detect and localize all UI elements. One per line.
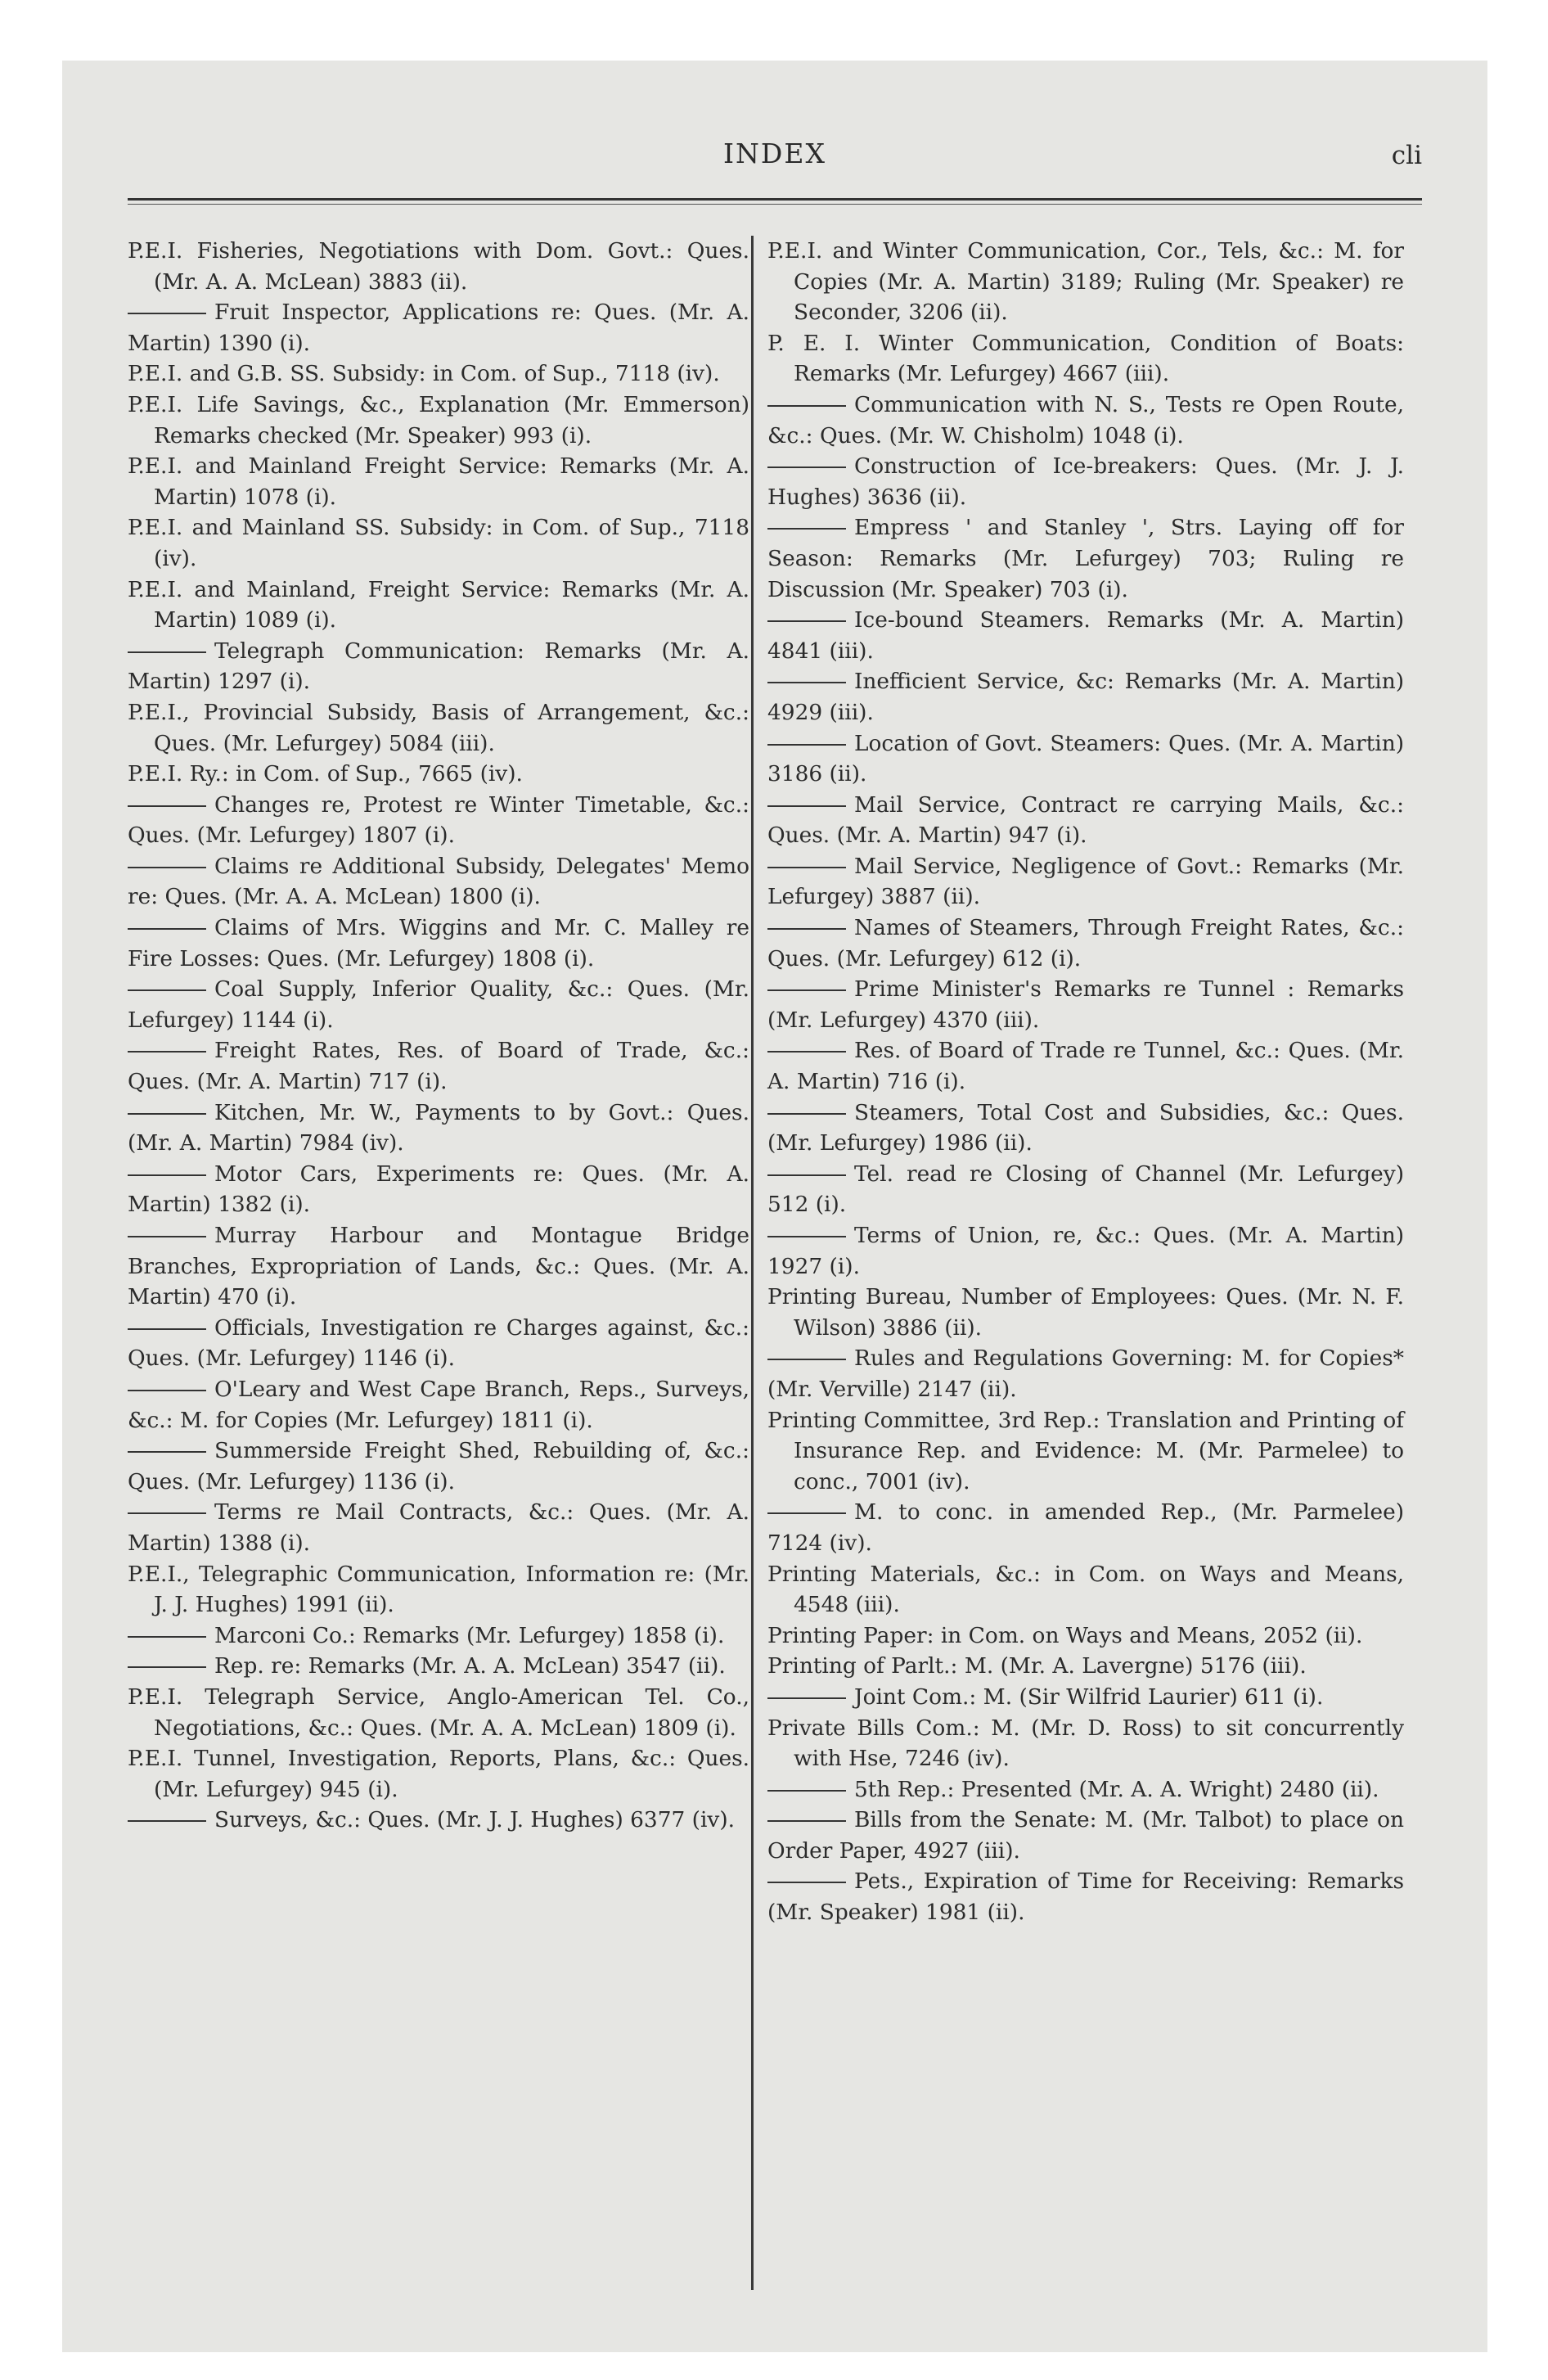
ditto-dash [128, 1820, 206, 1822]
ditto-dash [767, 1820, 846, 1822]
ditto-dash [767, 1697, 846, 1699]
index-subentry [128, 1159, 749, 1220]
index-subentry [767, 851, 1404, 913]
ditto-dash [767, 744, 846, 746]
ditto-dash [128, 989, 206, 991]
entry-text: Freight Rates, Res. of Board of Trade, &c.: Ques. (Mr. A. Martin) 717 (i). [128, 1038, 749, 1095]
page-title: INDEX [723, 137, 826, 169]
ditto-dash [128, 1328, 206, 1330]
entry-text: Claims of Mrs. Wiggins and Mr. C. Malley re Fire Losses: Ques. (Mr. Lefurgey) 1808 (i). [128, 915, 749, 971]
entry-text: Private Bills Com.: M. (Mr. D. Ross) to sit concurrently with Hse, 7246 (iv). [767, 1715, 1404, 1772]
entry-text: Rep. re: Remarks (Mr. A. A. McLean) 3547 (ii). [214, 1653, 726, 1679]
index-column-right [767, 236, 1404, 1928]
index-subentry [128, 1805, 749, 1836]
index-subentry [767, 1497, 1404, 1558]
entry-text: P.E.I. and Mainland Freight Service: Remarks (Mr. A. Martin) 1078 (i). [128, 453, 749, 510]
entry-text: Names of Steamers, Through Freight Rates, &c.: Ques. (Mr. Lefurgey) 612 (i). [767, 915, 1404, 971]
index-subentry [128, 913, 749, 974]
ditto-dash [128, 651, 206, 653]
index-subentry [767, 666, 1404, 728]
ditto-dash [128, 928, 206, 930]
ditto-dash [128, 1236, 206, 1237]
ditto-dash [128, 805, 206, 807]
entry-text: Location of Govt. Steamers: Ques. (Mr. A. Martin) 3186 (ii). [767, 730, 1404, 787]
ditto-dash [767, 682, 846, 683]
ditto-dash [767, 1051, 846, 1053]
index-entry [767, 1620, 1404, 1652]
entry-text: P.E.I. Telegraph Service, Anglo-American Tel. Co., Negotiations, &c.: Ques. (Mr. A. A. McLean) 1809 (i). [128, 1684, 749, 1741]
entry-text: P.E.I. and Winter Communication, Cor., Tels, &c.: M. for Copies (Mr. A. Martin) 3189; Ruling (Mr. Speaker) re Seconder, 3206 (ii). [767, 238, 1404, 326]
entry-text: O'Leary and West Cape Branch, Reps., Surveys, &c.: M. for Copies (Mr. Lefurgey) 1811 (i). [128, 1376, 749, 1433]
ditto-dash [767, 867, 846, 868]
index-subentry [767, 1774, 1404, 1805]
entry-text: Bills from the Senate: M. (Mr. Talbot) to place on Order Paper, 4927 (iii). [767, 1807, 1404, 1864]
entry-text: Summerside Freight Shed, Rebuilding of, &c.: Ques. (Mr. Lefurgey) 1136 (i). [128, 1438, 749, 1494]
entry-text: Murray Harbour and Montague Bridge Branches, Expropriation of Lands, &c.: Ques. (Mr. A. Martin) 470 (i). [128, 1223, 749, 1310]
index-subentry [128, 636, 749, 697]
index-subentry [128, 1620, 749, 1652]
ditto-dash [767, 1790, 846, 1792]
index-entry [767, 1405, 1404, 1498]
ditto-dash [128, 1666, 206, 1668]
entry-text: Telegraph Communication: Remarks (Mr. A. Martin) 1297 (i). [128, 638, 749, 695]
ditto-dash [128, 867, 206, 868]
index-subentry [128, 1220, 749, 1313]
index-subentry [767, 1682, 1404, 1713]
index-entry [128, 236, 749, 297]
index-subentry [767, 390, 1404, 451]
running-head [128, 137, 1422, 178]
entry-text: Res. of Board of Trade re Tunnel, &c.: Ques. (Mr. A. Martin) 716 (i). [767, 1038, 1404, 1095]
entry-text: 5th Rep.: Presented (Mr. A. A. Wright) 2480 (ii). [854, 1776, 1379, 1802]
entry-text: Printing of Parlt.: M. (Mr. A. Lavergne) 5176 (iii). [767, 1653, 1307, 1679]
ditto-dash [128, 1113, 206, 1115]
entry-text: Coal Supply, Inferior Quality, &c.: Ques. (Mr. Lefurgey) 1144 (i). [128, 976, 749, 1033]
index-subentry [767, 913, 1404, 974]
entry-text: P.E.I., Provincial Subsidy, Basis of Arrangement, &c.: Ques. (Mr. Lefurgey) 5084 (iii). [128, 699, 749, 756]
index-subentry [128, 790, 749, 851]
index-subentry [767, 1159, 1404, 1220]
index-entry [128, 512, 749, 574]
index-subentry [767, 1098, 1404, 1159]
index-entry [767, 1713, 1404, 1774]
index-subentry [128, 1098, 749, 1159]
ditto-dash [767, 620, 846, 622]
scanned-page [62, 61, 1487, 2352]
index-subentry [128, 851, 749, 913]
index-entry [128, 358, 749, 390]
entry-text: Printing Paper: in Com. on Ways and Means, 2052 (ii). [767, 1622, 1363, 1648]
entry-text: P.E.I. Fisheries, Negotiations with Dom. Govt.: Ques. (Mr. A. A. McLean) 3883 (ii). [128, 238, 749, 295]
index-subentry [767, 728, 1404, 790]
entry-text: Terms of Union, re, &c.: Ques. (Mr. A. Martin) 1927 (i). [767, 1223, 1404, 1279]
index-entry [767, 1651, 1404, 1682]
index-entry [767, 1282, 1404, 1343]
entry-text: Claims re Additional Subsidy, Delegates' Memo re: Ques. (Mr. A. A. McLean) 1800 (i). [128, 853, 749, 910]
index-subentry [767, 790, 1404, 851]
index-subentry [767, 1343, 1404, 1404]
ditto-dash [128, 1636, 206, 1638]
ditto-dash [128, 1451, 206, 1453]
entry-text: Printing Bureau, Number of Employees: Ques. (Mr. N. F. Wilson) 3886 (ii). [767, 1284, 1404, 1341]
index-subentry [767, 974, 1404, 1035]
entry-text: Steamers, Total Cost and Subsidies, &c.: Ques. (Mr. Lefurgey) 1986 (ii). [767, 1099, 1404, 1156]
entry-text: P. E. I. Winter Communication, Condition of Boats: Remarks (Mr. Lefurgey) 4667 (iii). [767, 330, 1404, 387]
index-entry [128, 759, 749, 790]
entry-text: Printing Committee, 3rd Rep.: Translation and Printing of Insurance Rep. and Evidence: M. (Mr. Parmelee) to conc., 7001 (iv). [767, 1407, 1404, 1494]
header-rule [128, 198, 1422, 205]
entry-text: Printing Materials, &c.: in Com. on Ways and Means, 4548 (iii). [767, 1561, 1404, 1618]
ditto-dash [128, 1512, 206, 1514]
column-divider [751, 236, 754, 2290]
entry-text: Changes re, Protest re Winter Timetable, &c.: Ques. (Mr. Lefurgey) 1807 (i). [128, 791, 749, 849]
entry-text: Pets., Expiration of Time for Receiving: Remarks (Mr. Speaker) 1981 (ii). [767, 1868, 1404, 1926]
index-entry [128, 1559, 749, 1620]
entry-text: P.E.I. Tunnel, Investigation, Reports, Plans, &c.: Ques. (Mr. Lefurgey) 945 (i). [128, 1746, 749, 1802]
ditto-dash [128, 1051, 206, 1053]
entry-text: P.E.I. Life Savings, &c., Explanation (Mr. Emmerson) Remarks checked (Mr. Speaker) 993 (i). [128, 391, 749, 449]
ditto-dash [128, 313, 206, 314]
ditto-dash [767, 405, 846, 407]
index-subentry [128, 1035, 749, 1097]
index-subentry [128, 1313, 749, 1374]
index-subentry [128, 974, 749, 1035]
index-subentry [128, 1374, 749, 1436]
index-subentry [128, 1651, 749, 1682]
entry-text: Inefficient Service, &c: Remarks (Mr. A. Martin) 4929 (iii). [767, 669, 1404, 725]
entry-text: Rules and Regulations Governing: M. for Copies* (Mr. Verville) 2147 (ii). [767, 1346, 1404, 1402]
entry-text: P.E.I. Ry.: in Com. of Sup., 7665 (iv). [128, 761, 523, 787]
ditto-dash [767, 1113, 846, 1115]
ditto-dash [767, 1236, 846, 1237]
index-entry [128, 575, 749, 636]
entry-text: Empress ' and Stanley ', Strs. Laying off for Season: Remarks (Mr. Lefurgey) 703; Ruling re Discussion (Mr. Speaker) 703 (i). [767, 515, 1404, 602]
index-subentry [767, 1220, 1404, 1282]
ditto-dash [128, 1174, 206, 1176]
entry-text: P.E.I., Telegraphic Communication, Information re: (Mr. J. J. Hughes) 1991 (ii). [128, 1561, 749, 1618]
entry-text: Ice-bound Steamers. Remarks (Mr. A. Martin) 4841 (iii). [767, 607, 1404, 664]
ditto-dash [767, 989, 846, 991]
ditto-dash [767, 1359, 846, 1360]
index-subentry [767, 512, 1404, 605]
index-subentry [128, 1436, 749, 1497]
ditto-dash [767, 467, 846, 468]
entry-text: Marconi Co.: Remarks (Mr. Lefurgey) 1858 (i). [214, 1622, 725, 1648]
ditto-dash [767, 1174, 846, 1176]
index-entry [128, 451, 749, 512]
index-subentry [767, 1866, 1404, 1927]
index-subentry [767, 1805, 1404, 1866]
entry-text: Construction of Ice-breakers: Ques. (Mr. J. J. Hughes) 3636 (ii). [767, 453, 1404, 510]
index-subentry [128, 1497, 749, 1558]
index-column-left [128, 236, 749, 1836]
entry-text: M. to conc. in amended Rep., (Mr. Parmelee) 7124 (iv). [767, 1499, 1404, 1556]
entry-text: P.E.I. and Mainland, Freight Service: Remarks (Mr. A. Martin) 1089 (i). [128, 576, 749, 633]
entry-text: Officials, Investigation re Charges against, &c.: Ques. (Mr. Lefurgey) 1146 (i). [128, 1314, 749, 1372]
ditto-dash [767, 1512, 846, 1514]
index-entry [128, 697, 749, 759]
entry-text: Fruit Inspector, Applications re: Ques. (Mr. A. Martin) 1390 (i). [128, 300, 749, 356]
index-subentry [128, 297, 749, 358]
ditto-dash [767, 805, 846, 807]
entry-text: Surveys, &c.: Ques. (Mr. J. J. Hughes) 6377 (iv). [214, 1807, 736, 1833]
page-number: cli [1391, 141, 1422, 170]
entry-text: Communication with N. S., Tests re Open Route, &c.: Ques. (Mr. W. Chisholm) 1048 (i). [767, 391, 1404, 449]
index-entry [767, 328, 1404, 390]
entry-text: Motor Cars, Experiments re: Ques. (Mr. A. Martin) 1382 (i). [128, 1161, 749, 1218]
entry-text: Tel. read re Closing of Channel (Mr. Lefurgey) 512 (i). [767, 1161, 1404, 1218]
index-subentry [767, 1035, 1404, 1097]
entry-text: P.E.I. and Mainland SS. Subsidy: in Com. of Sup., 7118 (iv). [128, 515, 749, 571]
index-entry [128, 1682, 749, 1743]
entry-text: Mail Service, Contract re carrying Mails, &c.: Ques. (Mr. A. Martin) 947 (i). [767, 791, 1404, 849]
ditto-dash [767, 528, 846, 530]
ditto-dash [767, 928, 846, 930]
ditto-dash [767, 1882, 846, 1883]
index-subentry [767, 451, 1404, 512]
index-entry [128, 1743, 749, 1805]
index-entry [767, 236, 1404, 328]
entry-text: Prime Minister's Remarks re Tunnel : Remarks (Mr. Lefurgey) 4370 (iii). [767, 976, 1404, 1033]
index-entry [128, 390, 749, 451]
entry-text: Mail Service, Negligence of Govt.: Remarks (Mr. Lefurgey) 3887 (ii). [767, 853, 1404, 910]
ditto-dash [128, 1390, 206, 1391]
entry-text: Terms re Mail Contracts, &c.: Ques. (Mr. A. Martin) 1388 (i). [128, 1499, 749, 1556]
index-entry [767, 1559, 1404, 1620]
entry-text: Kitchen, Mr. W., Payments to by Govt.: Ques. (Mr. A. Martin) 7984 (iv). [128, 1099, 749, 1156]
entry-text: Joint Com.: M. (Sir Wilfrid Laurier) 611 (i). [854, 1684, 1324, 1710]
entry-text: P.E.I. and G.B. SS. Subsidy: in Com. of Sup., 7118 (iv). [128, 361, 720, 387]
index-subentry [767, 605, 1404, 666]
